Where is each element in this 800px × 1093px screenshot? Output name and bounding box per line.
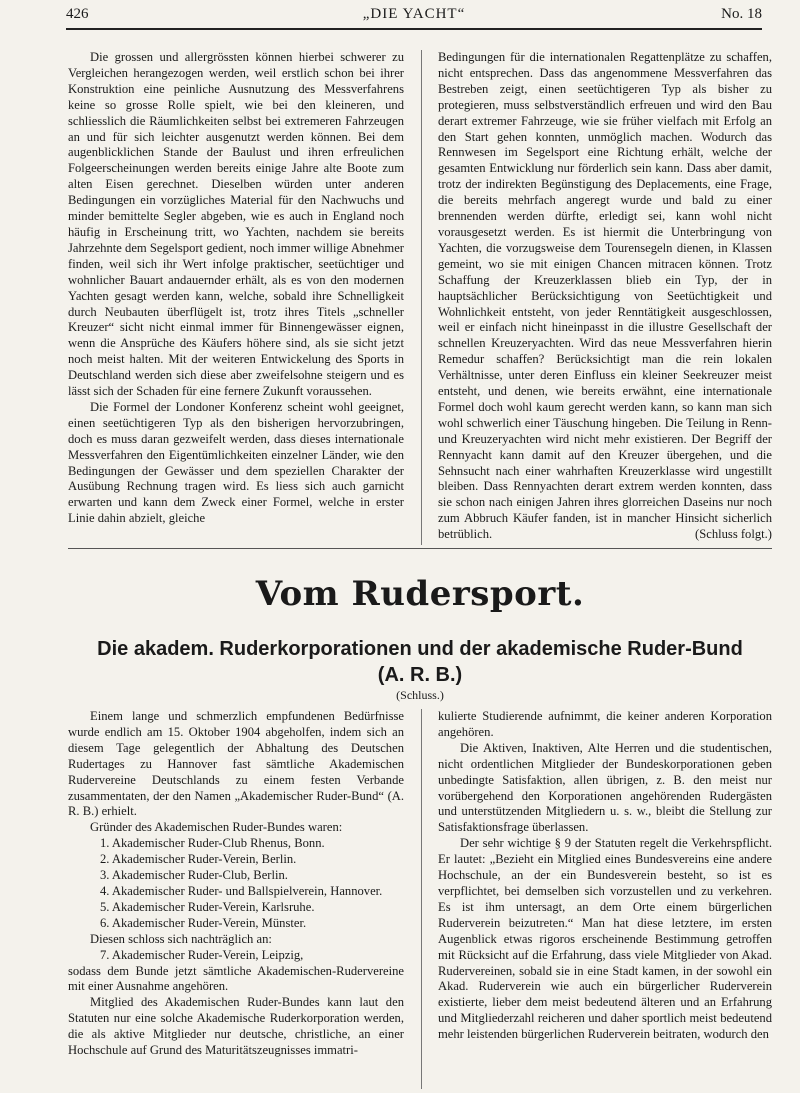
list-item: 4. Akademischer Ruder- und Ballspielverein, Hannover. [100,883,383,898]
list-item: 3. Akademischer Ruder-Club, Berlin. [100,868,288,883]
bottom-right-column [438,709,772,1043]
article-title [60,636,780,688]
section-heading: Vom Rudersport. [255,574,585,614]
list-item: 2. Akademischer Ruder-Verein, Berlin. [100,852,297,867]
column-divider [421,50,422,545]
column-divider [421,709,422,1089]
list-item: 7. Akademischer Ruder-Verein, Leipzig, [100,947,304,962]
paragraph: Die Formel der Londoner Konferenz scheint wohl geeignet, einen seetüchtigeren Typ als den bisherigen hervorzubringen, doch es muss daran gezweifelt werden, dass dieses internationale Messverfahren den Eigentümlichkeiten einzelner Länder, wie den Bedingungen der Gewässer und dem speziellen Charakter der Ausübung Rechnung tragen wird. Es liess sich auch garnicht erwarten und kann dem Zweck einer Formel, welche in erster Linie dahin abzielt, gleiche [68,399,404,526]
list-heading: Diesen schloss sich nachträglich an: [90,931,272,946]
section-divider [68,548,772,549]
article-title-line: (A. R. B.) [377,664,463,686]
issue-number: No. 18 [721,6,762,22]
paragraph: kulierte Studierende aufnimmt, die keiner anderen Korporation angehören. [438,709,772,739]
paragraph-text: Bedingungen für die internationalen Regattenplätze zu schaffen, nicht entsprechen. Dass das angenommene Messverfahren das Bestreben zeigt, einen seetüchtigeren Typ als bisher zu protegieren, muss selbstverständlich erfreuen und wird den Bau derart extremer Fahrzeuge, wie sie früher vielfach mit Erfolg an den Start gehen konnten, unmöglich machen. Wodurch das Rennwesen im Segelsport eine Richtung erhält, welche der gesamten Entwicklung nur förderlich sein kann. Dass aber damit, trotz der indirekten Begünstigung des Deplacements, eine Frage, die bereits mehrfach angeregt wurde und bald zu einer brennenden werden dürfte, erledigt sei, kann wohl nicht vorausgesetzt werden. Es ist hiermit die Unterbringung von Yachten, die vorzugsweise dem Tourensegeln dienen, in Klassen gemeint, wo sie mit einigen Chancen mitracen können. Trotz Schaffung der Kreuzerklassen blieb ein Typ, der in hauptsächlicher Berücksichtigung von Seetüchtigkeit und Wohnlichkeit entsteht, von jeder Renntätigkeit ausgeschlossen, weil er einfach nicht hineinpasst in die illustre Gesellschaft der schnellen Kreuzeryachten. Wird das neue Messverfahren hierin Remedur schaffen? Berücksichtigt man die rein lokalen Verhältnisse, unter deren Einfluss ein kleiner Seekreuzer meist entsteht, und denen, wie bereits erwähnt, eine internationale Formel doch wohl kaum gerecht werden kann, so kann man sich wohl schwerlich einer Täuschung hingeben. Die Teilung in Renn- und Kreuzeryachten wird nicht mehr existieren. Der Begriff der Rennyacht kann damit auf den Kreuzer übergehen, und die Sehnsucht nach einer wahrhaften Kreuzerklasse wird ungestillt bleiben. Dass Rennyachten derart extrem werden konnten, dass sie schon nach einigen Jahren ihres glorreichen Daseins nur noch zum Abbruch Käufer fanden, ist in mancher Hinsicht sicherlich betrüblich. [438,50,772,542]
top-right-column [438,50,772,543]
journal-title: „DIE YACHT“ [362,6,466,22]
paragraph [438,50,772,543]
bottom-left-column [68,709,404,1059]
list-item: 6. Akademischer Ruder-Verein, Münster. [100,915,307,930]
paragraph: sodass dem Bunde jetzt sämtliche Akademischen-Rudervereine mit einer Ausnahme angehören. [68,963,404,994]
article-title-line: Die akadem. Ruderkorporationen und der akademische Ruder-Bund [97,638,743,660]
running-header [66,4,762,30]
paragraph: Die grossen und allergrössten können hierbei schwerer zu Vergleichen herangezogen werden, weil erstlich schon bei ihrer Konstruktion eine peinliche Ausnutzung des Messverfahrens keine so grosse Rolle spielt, wie bei den kleineren, und schliesslich die Räumlichkeiten selbst bei extremeren Fahrzeugen an und für sich leichter ausgenutzt werden können. Bei dem augenblicklichen Stande der Baulust und ihren erfreulichen Folgeerscheinungen werden bereits einige Jahre alte Boote zum alten Eisen gerechnet. Dieselben würden unter anderen Bedingungen ein vorzügliches Material für den Nachwuchs und minder bemittelte Segler abgeben, wie es auch in England noch häufig in Erscheinung tritt, wo Yachten, nachdem sie bereits Jahrzehnte dem Segelsport gedient, noch immer willige Abnehmer finden, weil sich ihr Wert infolge praktischer, seetüchtiger und wohnlicher Bauart andauernder erhält, als es von den modernen Yachten gesagt werden kann, welche, sobald ihre Schnelligkeit durch Neubauten überflügelt ist, trotz ihres Titels „schneller Kreuzer“ sicht nicht einmal immer für Binnengewässer eignen, wenn die Ansprüche des Käufers höhere sind, als sie sicht jetzt noch meist halten. Mit der weiteren Entwickelung des Sports in Deutschland werden sich diese aber zweifelsohne steigern und es lässt sich der Schaden für eine fernere Zukunft voraussehen. [68,50,404,399]
paragraph: Mitglied des Akademischen Ruder-Bundes kann laut den Statuten nur eine solche Akademische Ruderkorporation werden, die als aktive Mitglieder nur deutsche, christliche, an einer Hochschule auf Grund des Maturitätszeugnisses immatri- [68,995,404,1058]
top-left-column [68,50,404,527]
article-subtitle: (Schluss.) [396,688,444,702]
list-heading: Gründer des Akademischen Ruder-Bundes waren: [90,820,343,835]
paragraph: Der sehr wichtige § 9 der Statuten regelt die Verkehrspflicht. Er lautet: „Bezieht ein Mitglied eines Bundesvereins eine andere Hochschule, an der ein Bundesverein besteht, so ist es verpflichtet, bei demselben sich vorzustellen und zu verkehren. Es ist ihm untersagt, an dem Orte einem bürgerlichen Ruderverein beizutreten.“ Man hat diese letztere, im ersten Augenblick etwas rigoros erscheinende Bestimmung getroffen mit Rücksicht auf die Erfahrung, dass viele Mitglieder von Akad. Rudervereinen, sobald sie in eine Stadt kamen, in der sowohl ein Akad. Ruderverein wie auch ein bürgerlicher Ruderverein existierte, lieber dem meist bedeutend älteren und an Erfahrung und Mitgliederzahl reicheren und daher sportlich meist bedeutend mehr leistenden bürgerlichen Ruderverein beitraten, wodurch den [438,836,772,1042]
signoff: (Schluss folgt.) [695,527,772,542]
page-number: 426 [66,6,89,22]
paragraph: Die Aktiven, Inaktiven, Alte Herren und die studentischen, nicht ordentlichen Mitglieder der Bundeskorporationen geben unbedingte Satisfaktion, allen übrigen, z. B. den meist nur vorübergehend den Korporationen angehörenden Rudergästen und unterstützenden Mitgliedern u. s. w., bleibt die Stellung zur Satisfaktionsfrage überlassen. [438,740,772,835]
list-item: 5. Akademischer Ruder-Verein, Karlsruhe. [100,899,315,914]
list-item: 1. Akademischer Ruder-Club Rhenus, Bonn. [100,836,325,851]
founders-list [68,836,404,931]
paragraph: Einem lange und schmerzlich empfundenen Bedürfnisse wurde endlich am 15. Oktober 1904 abgeholfen, indem sich an diesem Tage gelegentlich der Abhaltung des Deutschen Rudertages zu Hannover fast sämtliche Akademischen Rudervereine Deutschlands zu einem festen Verbande zusammentaten, der den Namen „Akademischer Ruder-Bund“ (A. R. B.) erhielt. [68,709,404,819]
later-members-list [68,948,404,964]
